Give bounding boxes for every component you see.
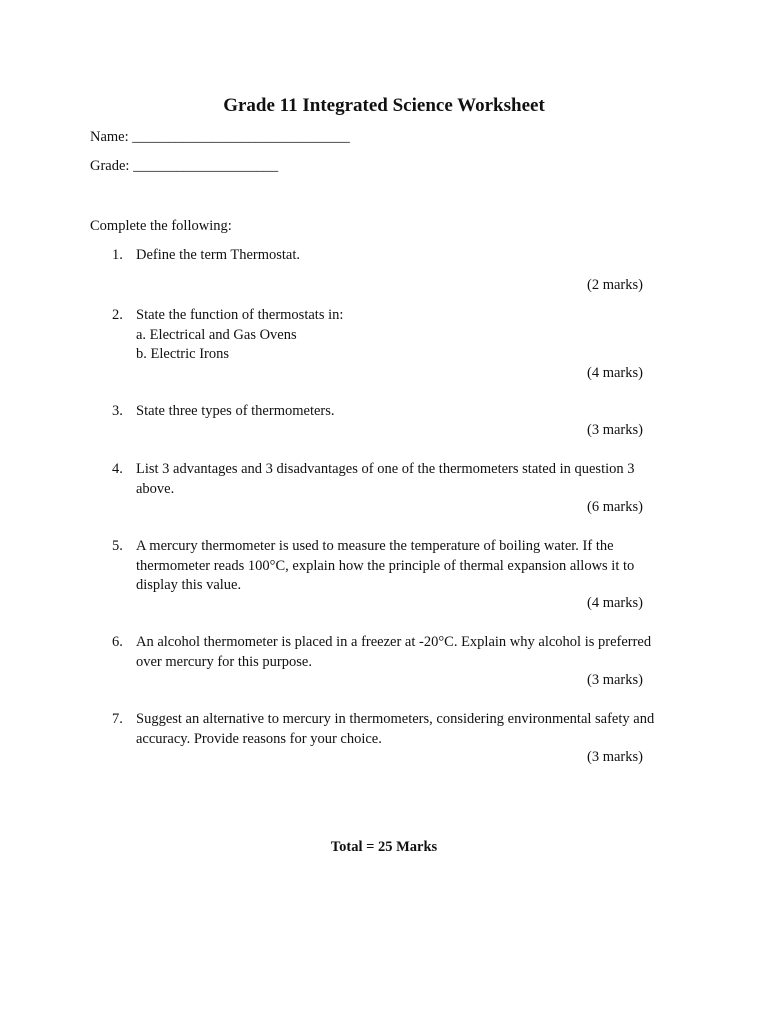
question-number: 2. [112,307,123,323]
question-4-marks: (6 marks) [587,499,643,515]
question-line: State the function of thermostats in: [136,307,344,323]
question-7-marks: (3 marks) [587,749,643,765]
question-line: List 3 advantages and 3 disadvantages of one of the thermometers stated in question 3 [136,461,635,477]
question-number: 1. [112,247,123,263]
question-2-marks: (4 marks) [587,365,643,381]
question-line: over mercury for this purpose. [136,653,312,670]
question-text [136,710,681,749]
question-number: 5. [112,538,123,554]
question-text [136,306,681,365]
question-1-marks: (2 marks) [587,277,643,293]
question-number: 6. [112,634,123,650]
question-number: 3. [112,403,123,419]
question-text [136,460,681,499]
instruction-text: Complete the following: [90,218,232,234]
grade-field: Grade: ____________________ [90,158,279,174]
question-line: a. Electrical and Gas Ovens [136,326,297,343]
name-field: Name: ______________________________ [90,129,350,145]
question-line: b. Electric Irons [136,346,230,362]
question-number: 7. [112,711,123,727]
question-line: State three types of thermometers. [136,403,335,419]
worksheet-title: Grade 11 Integrated Science Worksheet [223,95,545,116]
question-line: Define the term Thermostat. [136,247,301,263]
question-line: A mercury thermometer is used to measure the temperature of boiling water. If the [136,538,614,554]
question-text [136,537,681,596]
question-text [136,633,681,672]
question-3-marks: (3 marks) [587,422,643,438]
question-number: 4. [112,461,123,477]
question-text [136,402,681,422]
question-text [136,246,681,266]
question-6-marks: (3 marks) [587,672,643,688]
question-line: thermometer reads 100°C, explain how the principle of thermal expansion allows it to [136,557,635,574]
total-marks: Total = 25 Marks [330,839,438,855]
question-line: display this value. [136,577,242,593]
question-line: accuracy. Provide reasons for your choice. [136,730,382,747]
question-line: Suggest an alternative to mercury in thermometers, considering environmental safety and [136,711,655,727]
question-line: An alcohol thermometer is placed in a freezer at -20°C. Explain why alcohol is preferred [136,634,652,650]
question-line: above. [136,480,175,497]
question-5-marks: (4 marks) [587,595,643,611]
